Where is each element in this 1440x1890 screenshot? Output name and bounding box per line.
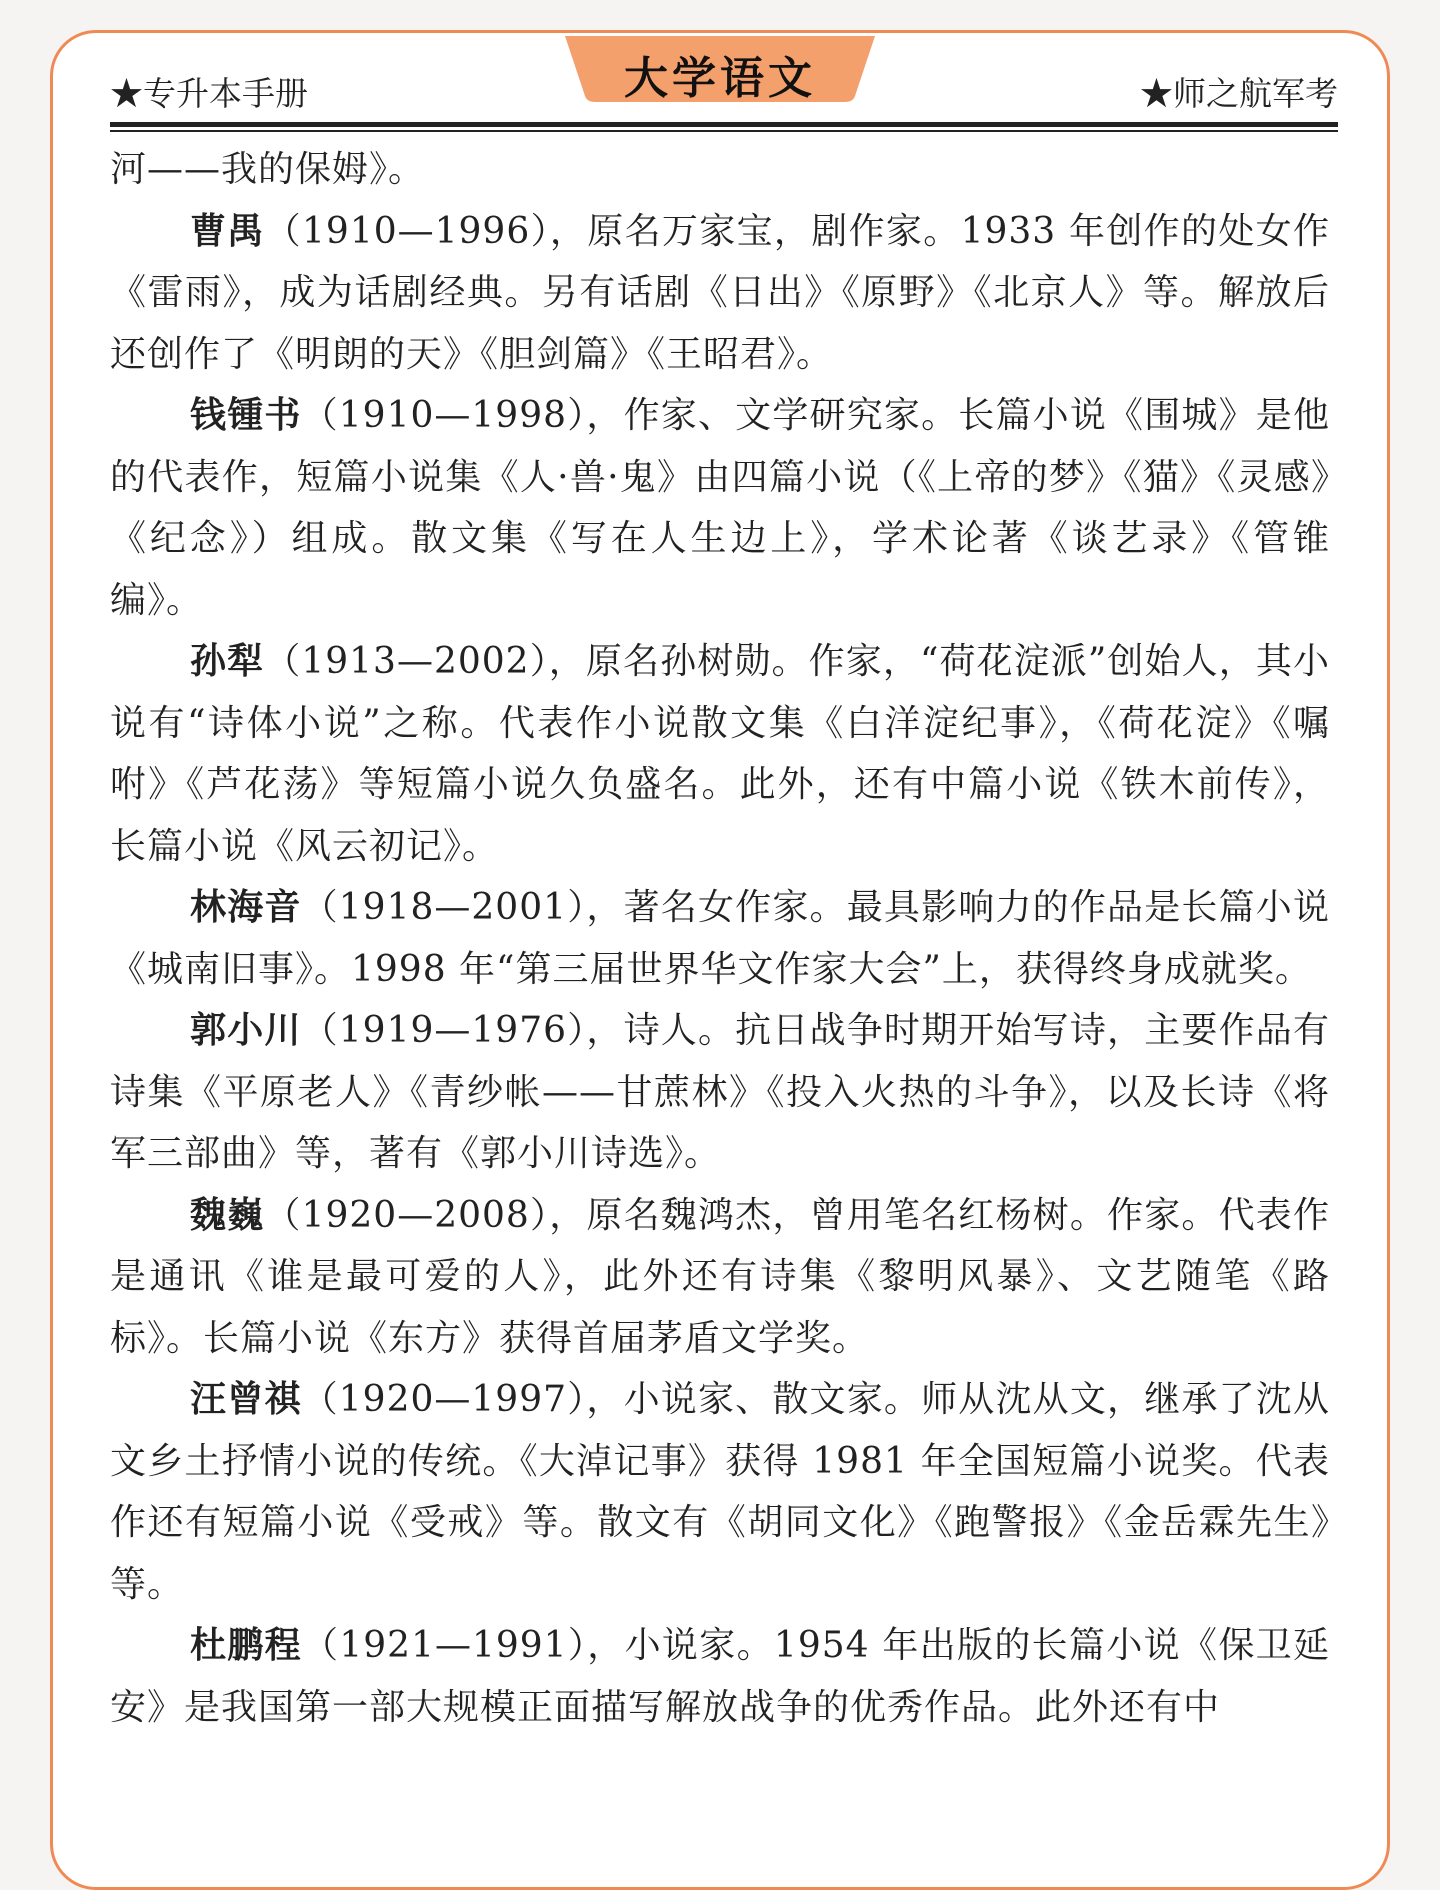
author-name: 郭小川 [190, 1009, 302, 1051]
header-rule-thick [110, 122, 1338, 127]
header-left-label: ★专升本手册 [110, 74, 308, 113]
paragraph-text: （1910—1996），原名万家宝，剧作家。1933 年创作的处女作《雷雨》，成为话剧经典。另有话剧《日出》《原野》《北京人》等。解放后还创作了《明朗的天》《胆剑篇》《王昭君》。 [110, 210, 1330, 375]
body-text [110, 139, 1330, 1738]
paragraph-text: （1918—2001），著名女作家。最具影响力的作品是长篇小说《城南旧事》。1998 年“第三届世界华文作家大会”上，获得终身成就奖。 [110, 887, 1330, 990]
author-name: 钱锺书 [190, 394, 302, 436]
paragraph [110, 877, 1330, 1000]
paragraph-text: （1920—2008），原名魏鸿杰，曾用笔名红杨树。作家。代表作是通讯《谁是最可爱的人》，此外还有诗集《黎明风暴》、文艺随笔《路标》。长篇小说《东方》获得首届茅盾文学奖。 [110, 1194, 1330, 1359]
paragraph [110, 201, 1330, 386]
paragraph [110, 631, 1330, 877]
paragraph-text: （1910—1998），作家、文学研究家。长篇小说《围城》是他的代表作，短篇小说集《人·兽·鬼》由四篇小说（《上帝的梦》《猫》《灵感》《纪念》）组成。散文集《写在人生边上》，学术论著《谈艺录》《管锥编》。 [110, 395, 1330, 621]
paragraph-text: （1920—1997），小说家、散文家。师从沈从文，继承了沈从文乡土抒情小说的传统。《大淖记事》获得 1981 年全国短篇小说奖。代表作还有短篇小说《受戒》等。散文有《胡同文化》《跑警报》《金岳霖先生》等。 [110, 1379, 1330, 1605]
author-name: 汪曾祺 [190, 1378, 302, 1420]
paragraph [110, 1369, 1330, 1615]
paragraph [110, 1615, 1330, 1738]
section-tab [565, 36, 875, 104]
paragraph [110, 1000, 1330, 1185]
author-name: 杜鹏程 [190, 1624, 303, 1666]
author-name: 曹禺 [190, 209, 265, 252]
author-name: 林海音 [190, 886, 302, 928]
paragraph-text: 河——我的保姆》。 [110, 149, 426, 190]
header-rule-thin [110, 130, 1338, 132]
paragraph-text: （1921—1991），小说家。1954 年出版的长篇小说《保卫延安》是我国第一部大规模正面描写解放战争的优秀作品。此外还有中 [110, 1625, 1330, 1728]
paragraph-text: （1919—1976），诗人。抗日战争时期开始写诗，主要作品有诗集《平原老人》《青纱帐——甘蔗林》《投入火热的斗争》，以及长诗《将军三部曲》等，著有《郭小川诗选》。 [110, 1010, 1330, 1174]
paragraph [110, 1185, 1330, 1370]
header-right-label: ★师之航军考 [1140, 74, 1338, 113]
author-name: 魏巍 [190, 1193, 265, 1236]
paragraph [110, 139, 1330, 201]
paragraph [110, 385, 1330, 631]
tab-title: 大学语文 [624, 53, 816, 104]
author-name: 孙犁 [190, 640, 265, 682]
paragraph-text: （1913—2002），原名孙树勋。作家，“荷花淀派”创始人，其小说有“诗体小说”之称。代表作小说散文集《白洋淀纪事》，《荷花淀》《嘱咐》《芦花荡》等短篇小说久负盛名。此外，还有中篇小说《铁木前传》，长篇小说《风云初记》。 [110, 641, 1330, 867]
